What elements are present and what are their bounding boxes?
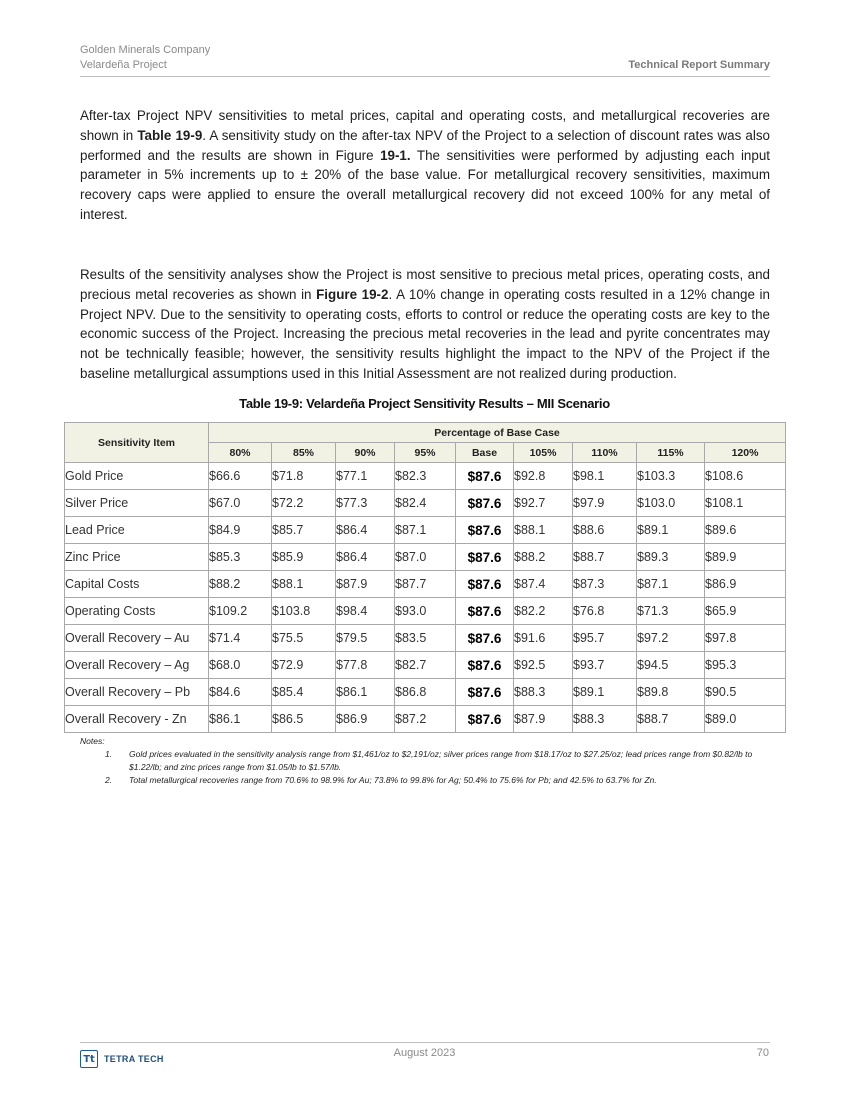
base-case-npv-cell: $87.6 (456, 679, 514, 706)
tetra-tech-logo-icon: Tt (80, 1050, 98, 1068)
sensitivity-item-name: Operating Costs (65, 598, 209, 625)
npv-value-cell: $108.1 (705, 490, 786, 517)
npv-value-cell: $86.9 (336, 706, 395, 733)
base-case-npv-cell: $87.6 (456, 625, 514, 652)
table-reference: Table 19-9 (137, 127, 203, 143)
percentage-column-header: 85% (272, 443, 336, 463)
npv-value-cell: $88.2 (514, 544, 573, 571)
header-report-title: Technical Report Summary (628, 59, 770, 71)
npv-value-cell: $87.1 (395, 517, 456, 544)
item-column-header: Sensitivity Item (65, 423, 209, 463)
npv-value-cell: $109.2 (209, 598, 272, 625)
base-case-npv-cell: $87.6 (456, 517, 514, 544)
sensitivity-item-name: Silver Price (65, 490, 209, 517)
percentage-column-header: Base (456, 443, 514, 463)
page-header (80, 44, 770, 77)
npv-value-cell: $75.5 (272, 625, 336, 652)
table-row (65, 652, 786, 679)
sensitivity-item-name: Zinc Price (65, 544, 209, 571)
npv-value-cell: $88.1 (514, 517, 573, 544)
npv-value-cell: $85.7 (272, 517, 336, 544)
footer-divider (80, 1042, 770, 1043)
npv-value-cell: $77.3 (336, 490, 395, 517)
npv-value-cell: $88.2 (209, 571, 272, 598)
table-row (65, 625, 786, 652)
logo-text: TETRA TECH (104, 1054, 164, 1064)
npv-value-cell: $103.8 (272, 598, 336, 625)
npv-value-cell: $95.3 (705, 652, 786, 679)
table-row (65, 679, 786, 706)
table-row (65, 463, 786, 490)
percentage-column-header: 110% (573, 443, 637, 463)
base-case-npv-cell: $87.6 (456, 463, 514, 490)
npv-value-cell: $84.9 (209, 517, 272, 544)
npv-value-cell: $76.8 (573, 598, 637, 625)
npv-value-cell: $103.0 (637, 490, 705, 517)
table-row (65, 490, 786, 517)
percentage-column-header: 90% (336, 443, 395, 463)
npv-value-cell: $85.9 (272, 544, 336, 571)
npv-value-cell: $88.3 (573, 706, 637, 733)
npv-value-cell: $86.1 (336, 679, 395, 706)
npv-value-cell: $87.3 (573, 571, 637, 598)
note-number: 2. (105, 775, 113, 785)
header-project: Velardeña Project (80, 59, 167, 71)
npv-value-cell: $87.7 (395, 571, 456, 598)
paragraph-sensitivity-results: Results of the sensitivity analyses show the Project is most sensitive to precious metal prices, operating costs, and precious metal recoveries as shown in Figure 19-2. A 10% change in operating costs resulted in a 12% change in Project NPV. Due to the sensitivity to operating costs, efforts to control or reduce the operating costs are key to the economic success of the Project. Increasing the precious metal recoveries in the lead and pyrite concentrates may not be technically feasible; however, the sensitivity results highlight the impact to the NPV of the Project if the baseline metallurgical assumptions used in this Initial Assessment are not realized during production. (80, 267, 770, 381)
npv-value-cell: $87.9 (514, 706, 573, 733)
npv-value-cell: $92.5 (514, 652, 573, 679)
base-case-npv-cell: $87.6 (456, 598, 514, 625)
npv-value-cell: $66.6 (209, 463, 272, 490)
npv-value-cell: $95.7 (573, 625, 637, 652)
npv-value-cell: $88.6 (573, 517, 637, 544)
npv-value-cell: $71.4 (209, 625, 272, 652)
base-case-npv-cell: $87.6 (456, 706, 514, 733)
npv-value-cell: $85.3 (209, 544, 272, 571)
percentage-column-header: 105% (514, 443, 573, 463)
npv-value-cell: $89.8 (637, 679, 705, 706)
note-item (80, 748, 770, 773)
npv-value-cell: $71.3 (637, 598, 705, 625)
npv-value-cell: $92.8 (514, 463, 573, 490)
group-column-header: Percentage of Base Case (209, 423, 786, 443)
npv-value-cell: $88.3 (514, 679, 573, 706)
npv-value-cell: $87.2 (395, 706, 456, 733)
npv-value-cell: $77.1 (336, 463, 395, 490)
npv-value-cell: $89.0 (705, 706, 786, 733)
header-company: Golden Minerals Company (80, 44, 211, 56)
npv-value-cell: $98.4 (336, 598, 395, 625)
sensitivity-item-name: Overall Recovery – Ag (65, 652, 209, 679)
npv-value-cell: $90.5 (705, 679, 786, 706)
npv-value-cell: $89.3 (637, 544, 705, 571)
npv-value-cell: $82.7 (395, 652, 456, 679)
base-case-npv-cell: $87.6 (456, 571, 514, 598)
npv-value-cell: $85.4 (272, 679, 336, 706)
sensitivity-item-name: Overall Recovery – Au (65, 625, 209, 652)
npv-value-cell: $84.6 (209, 679, 272, 706)
table-row (65, 517, 786, 544)
npv-value-cell: $65.9 (705, 598, 786, 625)
npv-value-cell: $71.8 (272, 463, 336, 490)
sensitivity-item-name: Overall Recovery – Pb (65, 679, 209, 706)
note-item (80, 774, 770, 787)
npv-value-cell: $89.6 (705, 517, 786, 544)
figure-reference: Figure 19-2 (316, 286, 389, 302)
npv-value-cell: $87.4 (514, 571, 573, 598)
percentage-column-header: 95% (395, 443, 456, 463)
npv-value-cell: $103.3 (637, 463, 705, 490)
percentage-column-header: 120% (705, 443, 786, 463)
npv-value-cell: $89.1 (637, 517, 705, 544)
note-text: Gold prices evaluated in the sensitivity analysis range from $1,461/oz to $2,191/oz; silver prices range from $18.17/oz to $27.25/oz; lead prices range from $0.82/lb to $1.22/lb; and zinc prices range from $1.05/lb to $1.57/lb. (129, 749, 753, 772)
npv-value-cell: $88.1 (272, 571, 336, 598)
npv-value-cell: $72.9 (272, 652, 336, 679)
table-row (65, 706, 786, 733)
npv-value-cell: $89.1 (573, 679, 637, 706)
table-notes (80, 736, 770, 788)
sensitivity-item-name: Lead Price (65, 517, 209, 544)
npv-value-cell: $91.6 (514, 625, 573, 652)
npv-value-cell: $89.9 (705, 544, 786, 571)
page-number: 70 (756, 1047, 769, 1059)
npv-value-cell: $86.4 (336, 517, 395, 544)
sensitivity-item-name: Overall Recovery - Zn (65, 706, 209, 733)
npv-value-cell: $82.4 (395, 490, 456, 517)
sensitivity-item-name: Capital Costs (65, 571, 209, 598)
npv-value-cell: $87.0 (395, 544, 456, 571)
npv-value-cell: $97.2 (637, 625, 705, 652)
npv-value-cell: $86.1 (209, 706, 272, 733)
npv-value-cell: $93.7 (573, 652, 637, 679)
npv-value-cell: $82.2 (514, 598, 573, 625)
npv-value-cell: $68.0 (209, 652, 272, 679)
notes-title: Notes: (80, 736, 105, 746)
npv-value-cell: $93.0 (395, 598, 456, 625)
sensitivity-table-body (65, 463, 786, 733)
npv-value-cell: $94.5 (637, 652, 705, 679)
footer-date: August 2023 (393, 1047, 456, 1059)
npv-value-cell: $92.7 (514, 490, 573, 517)
npv-value-cell: $86.8 (395, 679, 456, 706)
table-row (65, 598, 786, 625)
table-caption: Table 19-9: Velardeña Project Sensitivity Results – MII Scenario (239, 396, 610, 411)
percentage-column-header: 80% (209, 443, 272, 463)
npv-value-cell: $67.0 (209, 490, 272, 517)
npv-value-cell: $108.6 (705, 463, 786, 490)
npv-value-cell: $88.7 (573, 544, 637, 571)
npv-value-cell: $83.5 (395, 625, 456, 652)
npv-value-cell: $86.5 (272, 706, 336, 733)
npv-value-cell: $72.2 (272, 490, 336, 517)
base-case-npv-cell: $87.6 (456, 490, 514, 517)
note-number: 1. (105, 749, 113, 759)
table-row (65, 571, 786, 598)
percentage-column-header: 115% (637, 443, 705, 463)
npv-value-cell: $87.1 (637, 571, 705, 598)
npv-value-cell: $88.7 (637, 706, 705, 733)
sensitivity-item-name: Gold Price (65, 463, 209, 490)
npv-value-cell: $86.9 (705, 571, 786, 598)
npv-value-cell: $98.1 (573, 463, 637, 490)
table-row (65, 544, 786, 571)
npv-value-cell: $79.5 (336, 625, 395, 652)
base-case-npv-cell: $87.6 (456, 544, 514, 571)
sensitivity-table (64, 422, 786, 733)
npv-value-cell: $82.3 (395, 463, 456, 490)
paragraph-npv-sensitivities: After-tax Project NPV sensitivities to metal prices, capital and operating costs, and metallurgical recoveries are shown in Table 19-9. A sensitivity study on the after-tax NPV of the Project to a selection of discount rates was also performed and the results are shown in Figure 19-1. The sensitivities were performed by adjusting each input parameter in 5% increments up to ± 20% of the base value. For metallurgical recovery sensitivities, maximum recovery caps were applied to ensure the overall metallurgical recovery did not exceed 100% for any metal of interest. (80, 108, 770, 222)
note-text: Total metallurgical recoveries range from 70.6% to 98.9% for Au; 73.8% to 99.8% for Ag; 50.4% to 75.6% for Pb; and 42.5% to 63.7% for Zn. (129, 775, 657, 785)
npv-value-cell: $86.4 (336, 544, 395, 571)
npv-value-cell: $97.9 (573, 490, 637, 517)
npv-value-cell: $97.8 (705, 625, 786, 652)
npv-value-cell: $77.8 (336, 652, 395, 679)
base-case-npv-cell: $87.6 (456, 652, 514, 679)
figure-reference: 19-1. (380, 147, 411, 163)
npv-value-cell: $87.9 (336, 571, 395, 598)
